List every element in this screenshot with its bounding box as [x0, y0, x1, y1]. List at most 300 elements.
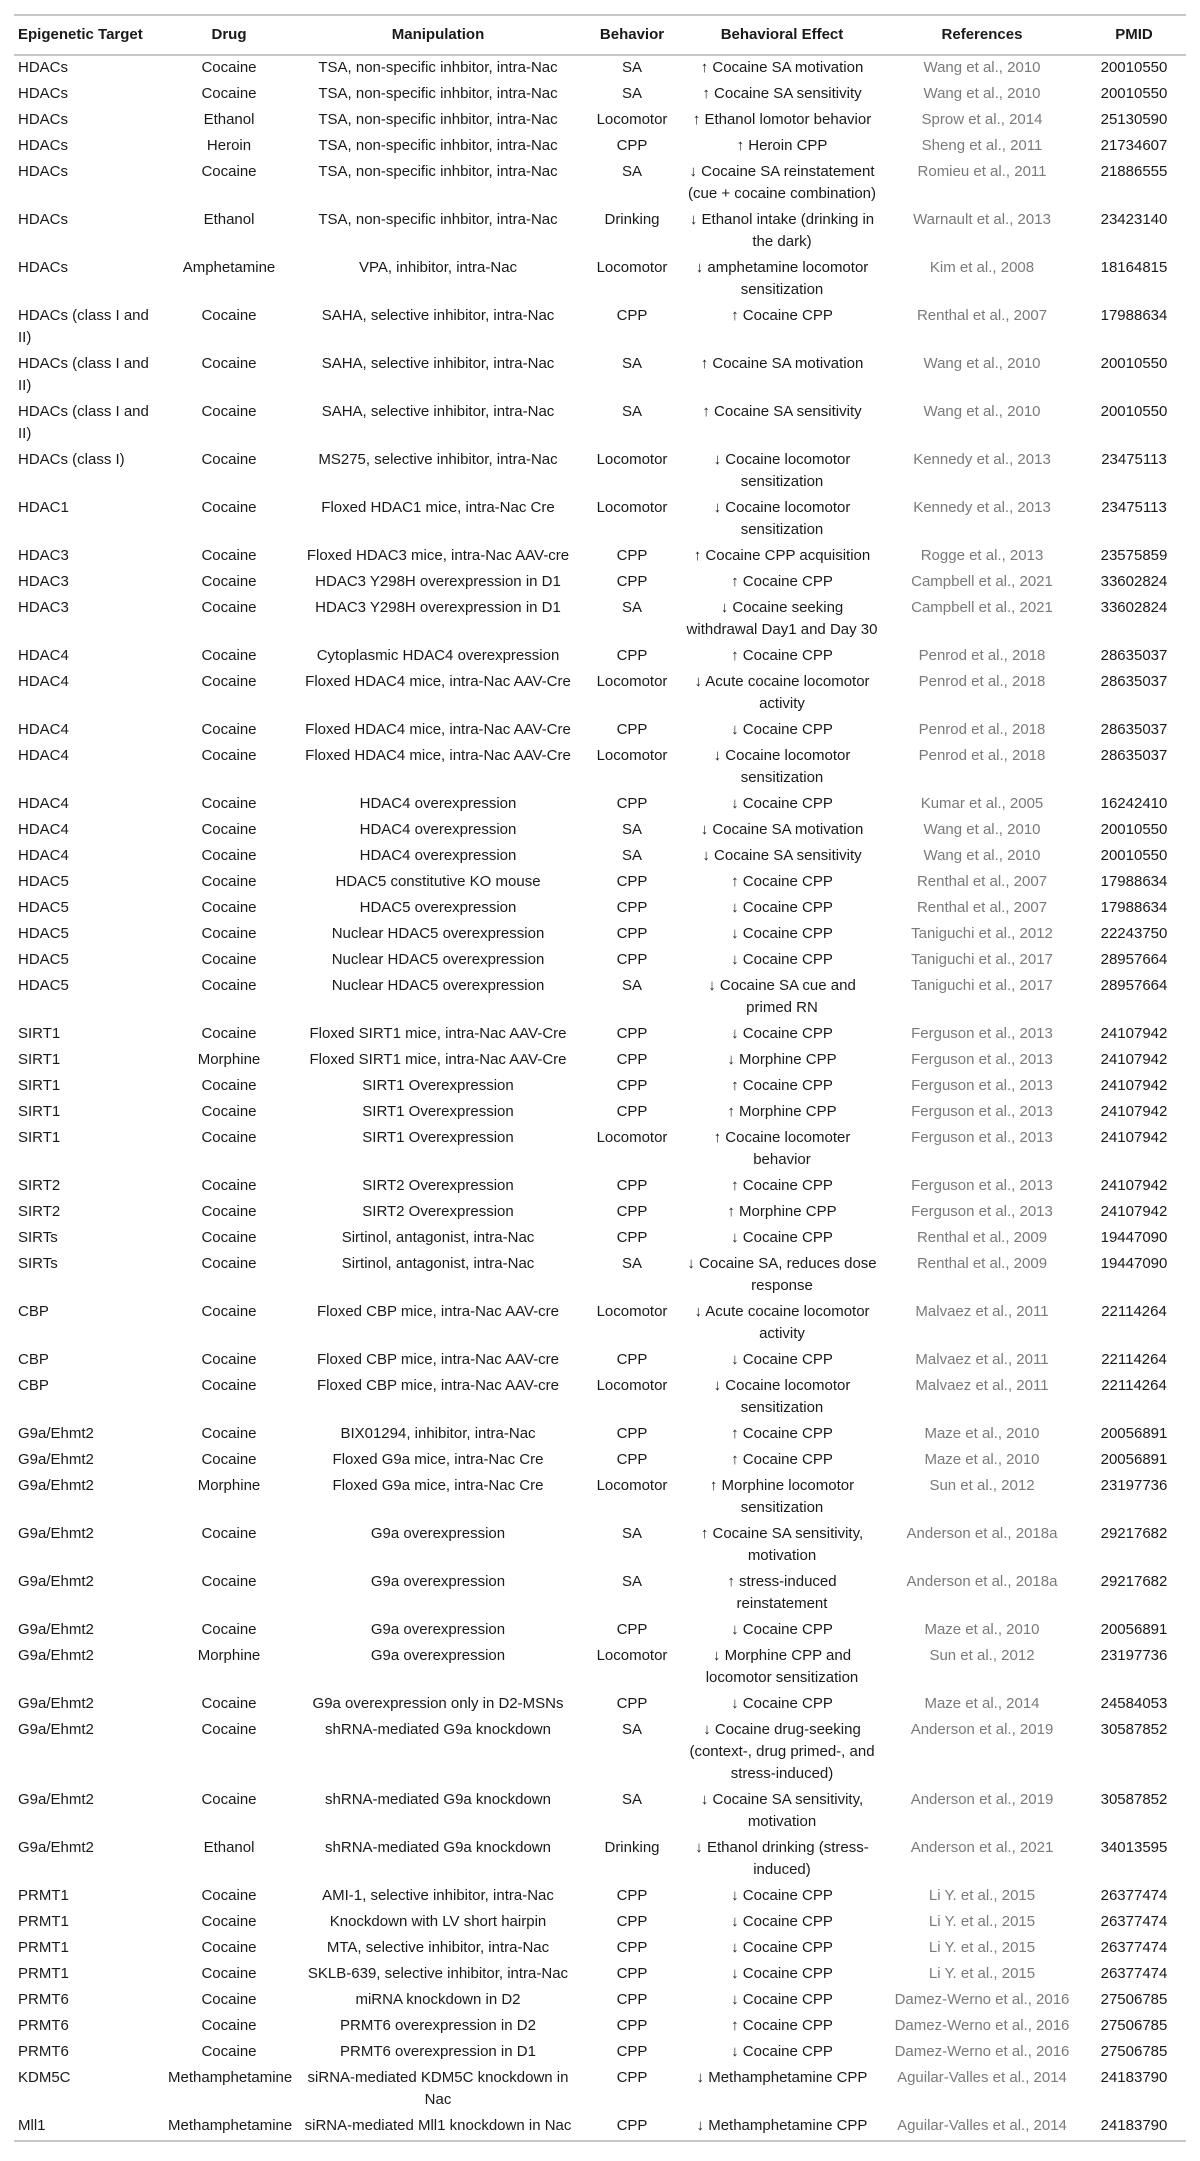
cell-manipulation: AMI-1, selective inhibitor, intra-Nac	[322, 1887, 554, 1904]
cell-drug: Cocaine	[201, 747, 257, 764]
cell-target: HDACs (class I and II)	[18, 355, 149, 394]
cell-pmid: 28635037	[1100, 721, 1168, 738]
cell-manipulation: VPA, inhibitor, intra-Nac	[358, 259, 518, 276]
cell-reference: Taniguchi et al., 2017	[911, 977, 1053, 994]
cell-effect: ↓ Methamphetamine CPP	[696, 2069, 868, 2086]
table-row	[14, 448, 1186, 496]
cell-manipulation: MS275, selective inhibitor, intra-Nac	[318, 451, 558, 468]
table-row	[14, 2066, 1186, 2114]
cell-target: SIRT1	[18, 1129, 61, 1146]
table-row	[14, 1126, 1186, 1174]
cell-reference: Maze et al., 2010	[924, 1451, 1040, 1468]
cell-target: HDACs	[18, 85, 69, 102]
cell-target: KDM5C	[18, 2069, 71, 2086]
cell-pmid: 23197736	[1100, 1477, 1168, 1494]
cell-behavior: Locomotor	[596, 1647, 668, 1664]
cell-behavior: CPP	[616, 1177, 648, 1194]
table-container	[14, 14, 1186, 2142]
cell-pmid: 20056891	[1100, 1425, 1168, 1442]
cell-manipulation: miRNA knockdown in D2	[355, 1991, 521, 2008]
cell-pmid: 20056891	[1100, 1451, 1168, 1468]
cell-behavior: CPP	[616, 1913, 648, 1930]
cell-target: HDAC4	[18, 673, 69, 690]
cell-manipulation: HDAC3 Y298H overexpression in D1	[315, 599, 561, 616]
cell-behavior: Drinking	[604, 211, 660, 228]
cell-drug: Heroin	[206, 137, 252, 154]
cell-effect: ↓ Cocaine SA reinstatement (cue + cocaine combination)	[687, 163, 877, 202]
cell-target: G9a/Ehmt2	[18, 1621, 94, 1638]
cell-behavior: CPP	[616, 1695, 648, 1712]
cell-pmid: 34013595	[1100, 1839, 1168, 1856]
cell-target: G9a/Ehmt2	[18, 1451, 94, 1468]
table-row	[14, 744, 1186, 792]
table-row	[14, 496, 1186, 544]
cell-drug: Cocaine	[201, 573, 257, 590]
cell-behavior: CPP	[616, 307, 648, 324]
header-references: References	[941, 26, 1023, 43]
table-row	[14, 1448, 1186, 1474]
cell-effect: ↓ Cocaine CPP	[731, 2043, 833, 2060]
table-row	[14, 352, 1186, 400]
cell-reference: Rogge et al., 2013	[920, 547, 1044, 564]
cell-drug: Cocaine	[201, 1025, 257, 1042]
cell-reference: Sun et al., 2012	[929, 1647, 1035, 1664]
cell-behavior: CPP	[616, 2117, 648, 2134]
table-row	[14, 1718, 1186, 1788]
cell-target: PRMT6	[18, 2043, 69, 2060]
cell-target: HDAC5	[18, 899, 69, 916]
cell-behavior: SA	[621, 977, 642, 994]
cell-drug: Cocaine	[201, 1425, 257, 1442]
cell-behavior: CPP	[616, 1965, 648, 1982]
cell-manipulation: Nuclear HDAC5 overexpression	[331, 951, 545, 968]
cell-target: HDAC1	[18, 499, 69, 516]
table-row	[14, 718, 1186, 744]
cell-reference: Malvaez et al., 2011	[915, 1377, 1049, 1394]
cell-effect: ↓ Cocaine CPP	[731, 1965, 833, 1982]
cell-target: G9a/Ehmt2	[18, 1791, 94, 1808]
cell-reference: Maze et al., 2010	[924, 1621, 1040, 1638]
cell-effect: ↓ Cocaine locomotor sensitization	[713, 499, 851, 538]
cell-behavior: Locomotor	[596, 1129, 668, 1146]
cell-manipulation: TSA, non-specific inhbitor, intra-Nac	[318, 163, 558, 180]
table-row	[14, 208, 1186, 256]
cell-drug: Cocaine	[201, 951, 257, 968]
cell-drug: Cocaine	[201, 1077, 257, 1094]
cell-manipulation: SIRT1 Overexpression	[362, 1103, 514, 1120]
cell-drug: Cocaine	[201, 1129, 257, 1146]
cell-target: PRMT1	[18, 1965, 69, 1982]
cell-behavior: CPP	[616, 925, 648, 942]
cell-target: HDACs (class I)	[18, 451, 125, 468]
cell-effect: ↓ Ethanol drinking (stress-induced)	[695, 1839, 869, 1878]
table-row	[14, 1618, 1186, 1644]
cell-reference: Wang et al., 2010	[923, 355, 1041, 372]
cell-pmid: 20010550	[1100, 355, 1168, 372]
table-row	[14, 1174, 1186, 1200]
table-row	[14, 134, 1186, 160]
table-row	[14, 1962, 1186, 1988]
cell-effect: ↑ Cocaine CPP	[731, 1177, 833, 1194]
table-row	[14, 1936, 1186, 1962]
cell-drug: Cocaine	[201, 1525, 257, 1542]
cell-reference: Li Y. et al., 2015	[928, 1913, 1036, 1930]
cell-pmid: 26377474	[1100, 1965, 1168, 1982]
cell-manipulation: TSA, non-specific inhbitor, intra-Nac	[318, 85, 558, 102]
cell-drug: Cocaine	[201, 1939, 257, 1956]
cell-reference: Penrod et al., 2018	[918, 647, 1046, 664]
cell-drug: Cocaine	[201, 1621, 257, 1638]
header-behavior: Behavior	[599, 26, 665, 43]
table-row	[14, 1836, 1186, 1884]
table-row	[14, 256, 1186, 304]
cell-target: HDAC4	[18, 647, 69, 664]
cell-effect: ↑ Heroin CPP	[736, 137, 828, 154]
cell-manipulation: G9a overexpression only in D2-MSNs	[312, 1695, 564, 1712]
table-row	[14, 1474, 1186, 1522]
cell-behavior: SA	[621, 1573, 642, 1590]
cell-manipulation: Knockdown with LV short hairpin	[329, 1913, 547, 1930]
cell-effect: ↓ Cocaine CPP	[731, 899, 833, 916]
cell-manipulation: Nuclear HDAC5 overexpression	[331, 925, 545, 942]
cell-reference: Kim et al., 2008	[929, 259, 1035, 276]
cell-drug: Cocaine	[201, 873, 257, 890]
cell-behavior: CPP	[616, 2043, 648, 2060]
cell-pmid: 28635037	[1100, 647, 1168, 664]
cell-effect: ↓ Cocaine CPP	[731, 1621, 833, 1638]
cell-manipulation: TSA, non-specific inhbitor, intra-Nac	[318, 137, 558, 154]
cell-behavior: CPP	[616, 899, 648, 916]
table-row	[14, 2114, 1186, 2141]
cell-behavior: Locomotor	[596, 111, 668, 128]
cell-reference: Penrod et al., 2018	[918, 673, 1046, 690]
cell-target: SIRT1	[18, 1051, 61, 1068]
cell-effect: ↑ Ethanol lomotor behavior	[692, 111, 872, 128]
cell-reference: Ferguson et al., 2013	[911, 1177, 1053, 1194]
cell-manipulation: Floxed CBP mice, intra-Nac AAV-cre	[316, 1377, 560, 1394]
cell-reference: Warnault et al., 2013	[913, 211, 1051, 228]
cell-pmid: 23475113	[1101, 451, 1167, 468]
cell-behavior: SA	[621, 847, 642, 864]
header-drug: Drug	[211, 26, 247, 43]
cell-behavior: CPP	[616, 1887, 648, 1904]
cell-pmid: 24107942	[1100, 1051, 1168, 1068]
cell-behavior: CPP	[616, 951, 648, 968]
cell-target: HDAC4	[18, 795, 69, 812]
cell-pmid: 22114264	[1101, 1377, 1167, 1394]
cell-drug: Cocaine	[201, 1351, 257, 1368]
cell-effect: ↓ Methamphetamine CPP	[696, 2117, 868, 2134]
cell-reference: Ferguson et al., 2013	[911, 1203, 1053, 1220]
cell-manipulation: G9a overexpression	[370, 1647, 506, 1664]
cell-target: PRMT1	[18, 1887, 69, 1904]
cell-reference: Wang et al., 2010	[923, 821, 1041, 838]
cell-reference: Renthal et al., 2007	[916, 899, 1048, 916]
cell-effect: ↑ Cocaine CPP acquisition	[693, 547, 871, 564]
cell-target: CBP	[18, 1351, 49, 1368]
cell-target: PRMT6	[18, 1991, 69, 2008]
cell-manipulation: HDAC3 Y298H overexpression in D1	[315, 573, 561, 590]
cell-reference: Penrod et al., 2018	[918, 747, 1046, 764]
table-row	[14, 792, 1186, 818]
cell-effect: ↓ Cocaine CPP	[731, 795, 833, 812]
cell-behavior: CPP	[616, 1991, 648, 2008]
cell-reference: Maze et al., 2010	[924, 1425, 1040, 1442]
table-row	[14, 922, 1186, 948]
cell-behavior: SA	[621, 1721, 642, 1738]
cell-manipulation: SKLB-639, selective inhibitor, intra-Nac	[307, 1965, 569, 1982]
table-row	[14, 108, 1186, 134]
cell-drug: Cocaine	[201, 1229, 257, 1246]
cell-drug: Cocaine	[201, 1451, 257, 1468]
cell-manipulation: BIX01294, inhibitor, intra-Nac	[340, 1425, 536, 1442]
cell-drug: Cocaine	[201, 1177, 257, 1194]
cell-manipulation: Sirtinol, antagonist, intra-Nac	[341, 1255, 535, 1272]
cell-pmid: 22114264	[1101, 1303, 1167, 1320]
cell-manipulation: G9a overexpression	[370, 1525, 506, 1542]
cell-manipulation: Floxed G9a mice, intra-Nac Cre	[332, 1477, 544, 1494]
cell-drug: Cocaine	[201, 599, 257, 616]
cell-pmid: 25130590	[1100, 111, 1168, 128]
cell-target: SIRTs	[18, 1229, 58, 1246]
cell-reference: Ferguson et al., 2013	[911, 1103, 1053, 1120]
table-row	[14, 948, 1186, 974]
cell-target: SIRT1	[18, 1077, 61, 1094]
cell-behavior: SA	[621, 1525, 642, 1542]
cell-drug: Cocaine	[201, 547, 257, 564]
cell-behavior: Locomotor	[596, 1377, 668, 1394]
cell-manipulation: Sirtinol, antagonist, intra-Nac	[341, 1229, 535, 1246]
cell-manipulation: TSA, non-specific inhbitor, intra-Nac	[318, 59, 558, 76]
cell-effect: ↓ amphetamine locomotor sensitization	[695, 259, 869, 298]
cell-effect: ↓ Cocaine CPP	[731, 1025, 833, 1042]
cell-behavior: Locomotor	[596, 1303, 668, 1320]
cell-reference: Wang et al., 2010	[923, 847, 1041, 864]
cell-effect: ↓ Cocaine CPP	[731, 721, 833, 738]
table-row	[14, 570, 1186, 596]
cell-drug: Cocaine	[201, 59, 257, 76]
cell-behavior: SA	[621, 163, 642, 180]
cell-reference: Renthal et al., 2009	[916, 1255, 1048, 1272]
cell-target: HDAC5	[18, 925, 69, 942]
cell-reference: Renthal et al., 2007	[916, 307, 1048, 324]
cell-manipulation: SIRT1 Overexpression	[362, 1129, 514, 1146]
cell-manipulation: PRMT6 overexpression in D2	[340, 2017, 536, 2034]
cell-behavior: CPP	[616, 573, 648, 590]
cell-effect: ↓ Cocaine CPP	[731, 1695, 833, 1712]
cell-reference: Li Y. et al., 2015	[928, 1965, 1036, 1982]
table-row	[14, 1252, 1186, 1300]
cell-effect: ↓ Morphine CPP and locomotor sensitization	[705, 1647, 859, 1686]
cell-pmid: 17988634	[1100, 899, 1168, 916]
cell-manipulation: Floxed SIRT1 mice, intra-Nac AAV-Cre	[309, 1025, 567, 1042]
cell-drug: Cocaine	[201, 899, 257, 916]
table-row	[14, 1074, 1186, 1100]
cell-effect: ↓ Cocaine CPP	[731, 1913, 833, 1930]
cell-drug: Cocaine	[201, 1103, 257, 1120]
cell-drug: Methamphetamine	[168, 2069, 293, 2086]
cell-drug: Cocaine	[201, 1255, 257, 1272]
cell-pmid: 24584053	[1100, 1695, 1168, 1712]
cell-drug: Cocaine	[201, 1695, 257, 1712]
cell-manipulation: Floxed CBP mice, intra-Nac AAV-cre	[316, 1351, 560, 1368]
cell-reference: Damez-Werno et al., 2016	[894, 2017, 1070, 2034]
cell-pmid: 29217682	[1100, 1573, 1168, 1590]
cell-drug: Morphine	[197, 1051, 261, 1068]
cell-target: CBP	[18, 1377, 49, 1394]
cell-reference: Anderson et al., 2018a	[906, 1525, 1058, 1542]
cell-behavior: Locomotor	[596, 747, 668, 764]
cell-reference: Anderson et al., 2021	[910, 1839, 1054, 1856]
cell-reference: Kumar et al., 2005	[920, 795, 1044, 812]
cell-reference: Kennedy et al., 2013	[913, 499, 1051, 516]
cell-target: G9a/Ehmt2	[18, 1839, 94, 1856]
header-manipulation: Manipulation	[391, 26, 485, 43]
cell-pmid: 24107942	[1100, 1103, 1168, 1120]
cell-drug: Cocaine	[201, 721, 257, 738]
cell-drug: Cocaine	[201, 403, 257, 420]
cell-behavior: SA	[621, 59, 642, 76]
cell-pmid: 22114264	[1101, 1351, 1167, 1368]
cell-manipulation: Floxed SIRT1 mice, intra-Nac AAV-Cre	[309, 1051, 567, 1068]
cell-drug: Cocaine	[201, 307, 257, 324]
cell-target: HDAC3	[18, 573, 69, 590]
cell-reference: Ferguson et al., 2013	[911, 1051, 1053, 1068]
cell-behavior: CPP	[616, 873, 648, 890]
table-row	[14, 896, 1186, 922]
cell-pmid: 26377474	[1100, 1887, 1168, 1904]
cell-behavior: SA	[621, 1255, 642, 1272]
cell-drug: Cocaine	[201, 2017, 257, 2034]
cell-target: PRMT6	[18, 2017, 69, 2034]
cell-manipulation: HDAC4 overexpression	[359, 795, 517, 812]
cell-drug: Cocaine	[201, 821, 257, 838]
cell-effect: ↓ Cocaine CPP	[731, 1229, 833, 1246]
cell-target: HDAC5	[18, 977, 69, 994]
cell-behavior: CPP	[616, 1351, 648, 1368]
cell-behavior: SA	[621, 1791, 642, 1808]
cell-effect: ↓ Cocaine SA sensitivity, motivation	[700, 1791, 864, 1830]
cell-target: G9a/Ehmt2	[18, 1647, 94, 1664]
cell-reference: Campbell et al., 2021	[911, 573, 1053, 590]
table-body	[14, 55, 1186, 2141]
cell-behavior: CPP	[616, 1229, 648, 1246]
cell-target: HDACs	[18, 259, 69, 276]
cell-behavior: Drinking	[604, 1839, 660, 1856]
table-row	[14, 1788, 1186, 1836]
cell-behavior: CPP	[616, 2017, 648, 2034]
cell-drug: Ethanol	[203, 211, 255, 228]
cell-behavior: SA	[621, 599, 642, 616]
cell-manipulation: HDAC4 overexpression	[359, 847, 517, 864]
cell-drug: Cocaine	[201, 1991, 257, 2008]
cell-pmid: 17988634	[1100, 873, 1168, 890]
cell-pmid: 21886555	[1100, 163, 1168, 180]
cell-pmid: 24107942	[1100, 1203, 1168, 1220]
cell-pmid: 20010550	[1100, 403, 1168, 420]
table-row	[14, 1570, 1186, 1618]
cell-effect: ↓ Cocaine locomotor sensitization	[713, 747, 851, 786]
cell-reference: Aguilar-Valles et al., 2014	[897, 2117, 1067, 2134]
cell-manipulation: Floxed HDAC4 mice, intra-Nac AAV-Cre	[305, 721, 571, 738]
cell-drug: Cocaine	[201, 499, 257, 516]
cell-manipulation: siRNA-mediated Mll1 knockdown in Nac	[304, 2117, 572, 2134]
table-row	[14, 1644, 1186, 1692]
cell-manipulation: siRNA-mediated KDM5C knockdown in Nac	[307, 2069, 569, 2108]
cell-behavior: Locomotor	[596, 1477, 668, 1494]
cell-drug: Cocaine	[201, 925, 257, 942]
table-row	[14, 844, 1186, 870]
cell-pmid: 21734607	[1100, 137, 1168, 154]
cell-behavior: CPP	[616, 1425, 648, 1442]
cell-pmid: 20056891	[1100, 1621, 1168, 1638]
cell-effect: ↓ Cocaine seeking withdrawal Day1 and Day 30	[686, 599, 878, 638]
cell-pmid: 27506785	[1100, 1991, 1168, 2008]
table-row	[14, 644, 1186, 670]
cell-target: SIRT2	[18, 1177, 61, 1194]
cell-target: SIRT1	[18, 1103, 61, 1120]
cell-drug: Cocaine	[201, 1791, 257, 1808]
cell-manipulation: SAHA, selective inhibitor, intra-Nac	[321, 403, 555, 420]
table-row	[14, 400, 1186, 448]
table-row	[14, 1300, 1186, 1348]
cell-reference: Wang et al., 2010	[923, 59, 1041, 76]
cell-effect: ↓ Cocaine CPP	[731, 1887, 833, 1904]
table-row	[14, 304, 1186, 352]
cell-reference: Taniguchi et al., 2017	[911, 951, 1053, 968]
cell-drug: Cocaine	[201, 451, 257, 468]
cell-drug: Cocaine	[201, 647, 257, 664]
cell-reference: Ferguson et al., 2013	[911, 1025, 1053, 1042]
cell-pmid: 23423140	[1100, 211, 1168, 228]
cell-behavior: SA	[621, 355, 642, 372]
cell-manipulation: Cytoplasmic HDAC4 overexpression	[316, 647, 560, 664]
cell-effect: ↑ Cocaine SA motivation	[700, 355, 864, 372]
cell-target: HDACs (class I and II)	[18, 307, 149, 346]
cell-target: HDACs (class I and II)	[18, 403, 149, 442]
cell-reference: Damez-Werno et al., 2016	[894, 1991, 1070, 2008]
header-row	[14, 15, 1186, 55]
cell-reference: Campbell et al., 2021	[911, 599, 1053, 616]
cell-pmid: 28635037	[1100, 747, 1168, 764]
cell-pmid: 19447090	[1100, 1229, 1168, 1246]
cell-effect: ↑ Cocaine SA motivation	[700, 59, 864, 76]
cell-pmid: 24183790	[1100, 2117, 1168, 2134]
cell-manipulation: shRNA-mediated G9a knockdown	[325, 1721, 551, 1738]
cell-behavior: CPP	[616, 647, 648, 664]
cell-pmid: 24107942	[1100, 1025, 1168, 1042]
cell-drug: Cocaine	[201, 1887, 257, 1904]
cell-effect: ↑ Cocaine CPP	[731, 1425, 833, 1442]
cell-reference: Anderson et al., 2018a	[906, 1573, 1058, 1590]
cell-manipulation: HDAC5 overexpression	[359, 899, 517, 916]
cell-behavior: Locomotor	[596, 499, 668, 516]
cell-manipulation: TSA, non-specific inhbitor, intra-Nac	[318, 211, 558, 228]
cell-manipulation: MTA, selective inhibitor, intra-Nac	[326, 1939, 550, 1956]
cell-reference: Sprow et al., 2014	[921, 111, 1043, 128]
cell-behavior: CPP	[616, 1939, 648, 1956]
cell-manipulation: SIRT2 Overexpression	[362, 1203, 514, 1220]
table-row	[14, 1988, 1186, 2014]
cell-behavior: CPP	[616, 1451, 648, 1468]
cell-drug: Cocaine	[201, 1721, 257, 1738]
cell-drug: Cocaine	[201, 1965, 257, 1982]
cell-effect: ↑ Cocaine CPP	[731, 573, 833, 590]
cell-pmid: 30587852	[1100, 1791, 1168, 1808]
cell-target: PRMT1	[18, 1913, 69, 1930]
table-row	[14, 1022, 1186, 1048]
table-row	[14, 670, 1186, 718]
